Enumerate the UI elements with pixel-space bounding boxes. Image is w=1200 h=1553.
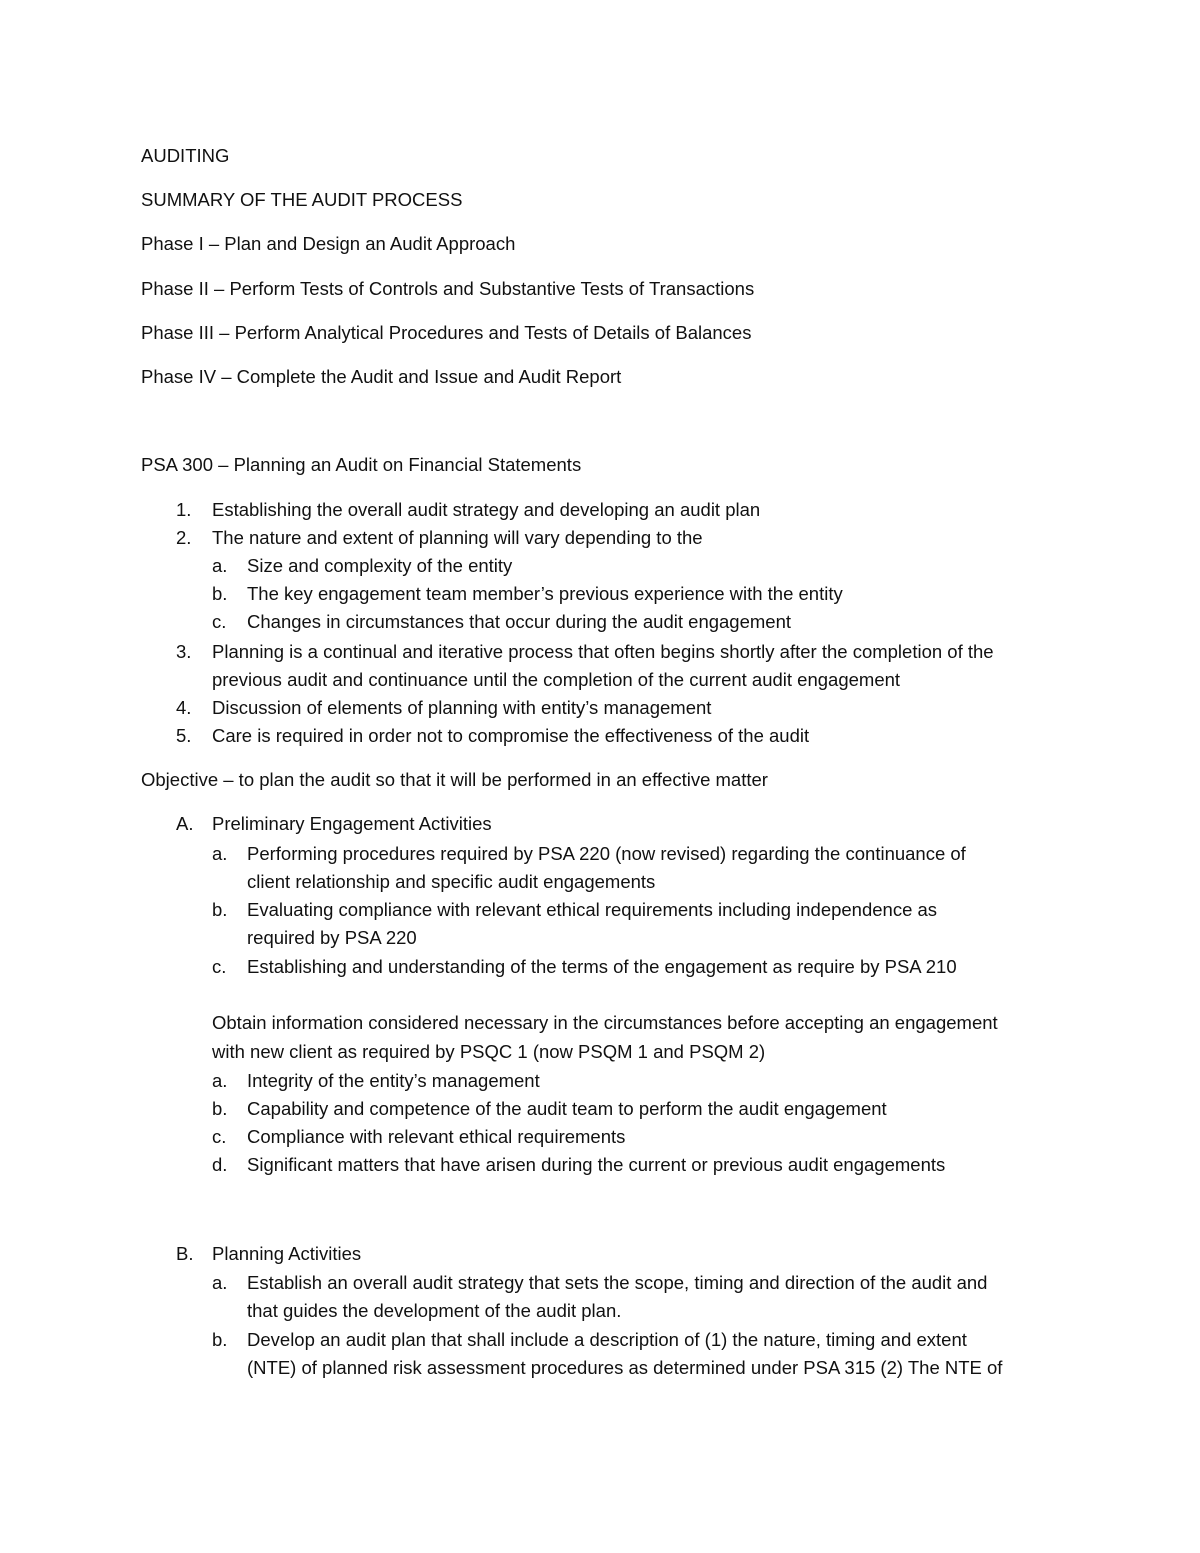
phase-2: Phase II – Perform Tests of Controls and Substantive Tests of Transactions [141, 278, 755, 299]
sub-list-item-text: The key engagement team member’s previous experience with the entity [247, 583, 843, 604]
list-item-text: Care is required in order not to compromise the effectiveness of the audit [212, 725, 810, 746]
sub-list-item-text: Capability and competence of the audit team to perform the audit engagement [247, 1098, 887, 1119]
list-marker: 4. [176, 697, 192, 718]
list-item-text: The nature and extent of planning will vary depending to the [212, 527, 703, 548]
document-title: AUDITING [141, 145, 230, 166]
sub-list-item-text: Compliance with relevant ethical requirements [247, 1126, 626, 1147]
sub-list-item-text: Size and complexity of the entity [247, 555, 513, 576]
psa300-heading: PSA 300 – Planning an Audit on Financial Statements [141, 454, 582, 475]
sub-list-item-text: Changes in circumstances that occur during the audit engagement [247, 611, 792, 632]
sub-list-marker: d. [212, 1154, 228, 1175]
sub-list-item-text: Establishing and understanding of the terms of the engagement as require by PSA 210 [247, 956, 957, 977]
sub-list-marker: a. [212, 555, 228, 576]
section-marker: A. [176, 813, 194, 834]
section-b-heading: Planning Activities [212, 1243, 362, 1264]
objective-line: Objective – to plan the audit so that it will be performed in an effective matter [141, 769, 768, 790]
sub-list-marker: a. [212, 843, 228, 864]
list-item-text-continued: previous audit and continuance until the completion of the current audit engagement [212, 669, 901, 690]
sub-list-marker: b. [212, 583, 228, 604]
list-item-text: Discussion of elements of planning with entity’s management [212, 697, 712, 718]
sub-list-marker: c. [212, 611, 227, 632]
sub-list-item-text: Integrity of the entity’s management [247, 1070, 540, 1091]
phase-4: Phase IV – Complete the Audit and Issue and Audit Report [141, 366, 622, 387]
list-marker: 5. [176, 725, 192, 746]
sub-list-marker: b. [212, 899, 228, 920]
phase-1: Phase I – Plan and Design an Audit Approach [141, 233, 516, 254]
sub-list-item-text-continued: client relationship and specific audit engagements [247, 871, 656, 892]
sub-list-marker: a. [212, 1070, 228, 1091]
list-marker: 1. [176, 499, 192, 520]
sub-list-item-text-continued: required by PSA 220 [247, 927, 417, 948]
list-item-text: Planning is a continual and iterative process that often begins shortly after the completion of the [212, 641, 994, 662]
section-marker: B. [176, 1243, 194, 1264]
list-item-text: Establishing the overall audit strategy and developing an audit plan [212, 499, 761, 520]
sub-list-item-text: Significant matters that have arisen during the current or previous audit engagements [247, 1154, 946, 1175]
sub-list-item-text: Establish an overall audit strategy that sets the scope, timing and direction of the audit and [247, 1272, 988, 1293]
sub-list-marker: b. [212, 1329, 228, 1350]
obtain-info-paragraph-continued: with new client as required by PSQC 1 (now PSQM 1 and PSQM 2) [212, 1041, 766, 1062]
sub-list-item-text-continued: (NTE) of planned risk assessment procedures as determined under PSA 315 (2) The NTE of [247, 1357, 1003, 1378]
phase-3: Phase III – Perform Analytical Procedures and Tests of Details of Balances [141, 322, 752, 343]
sub-list-marker: c. [212, 956, 227, 977]
sub-list-item-text: Evaluating compliance with relevant ethical requirements including independence as [247, 899, 938, 920]
sub-list-item-text: Performing procedures required by PSA 220 (now revised) regarding the continuance of [247, 843, 966, 864]
document-subtitle: SUMMARY OF THE AUDIT PROCESS [141, 189, 463, 210]
sub-list-marker: b. [212, 1098, 228, 1119]
obtain-info-paragraph: Obtain information considered necessary in the circumstances before accepting an engagement [212, 1012, 998, 1033]
list-marker: 2. [176, 527, 192, 548]
sub-list-item-text: Develop an audit plan that shall include a description of (1) the nature, timing and extent [247, 1329, 967, 1350]
list-marker: 3. [176, 641, 192, 662]
section-a-heading: Preliminary Engagement Activities [212, 813, 492, 834]
sub-list-marker: c. [212, 1126, 227, 1147]
sub-list-marker: a. [212, 1272, 228, 1293]
sub-list-item-text-continued: that guides the development of the audit plan. [247, 1300, 622, 1321]
